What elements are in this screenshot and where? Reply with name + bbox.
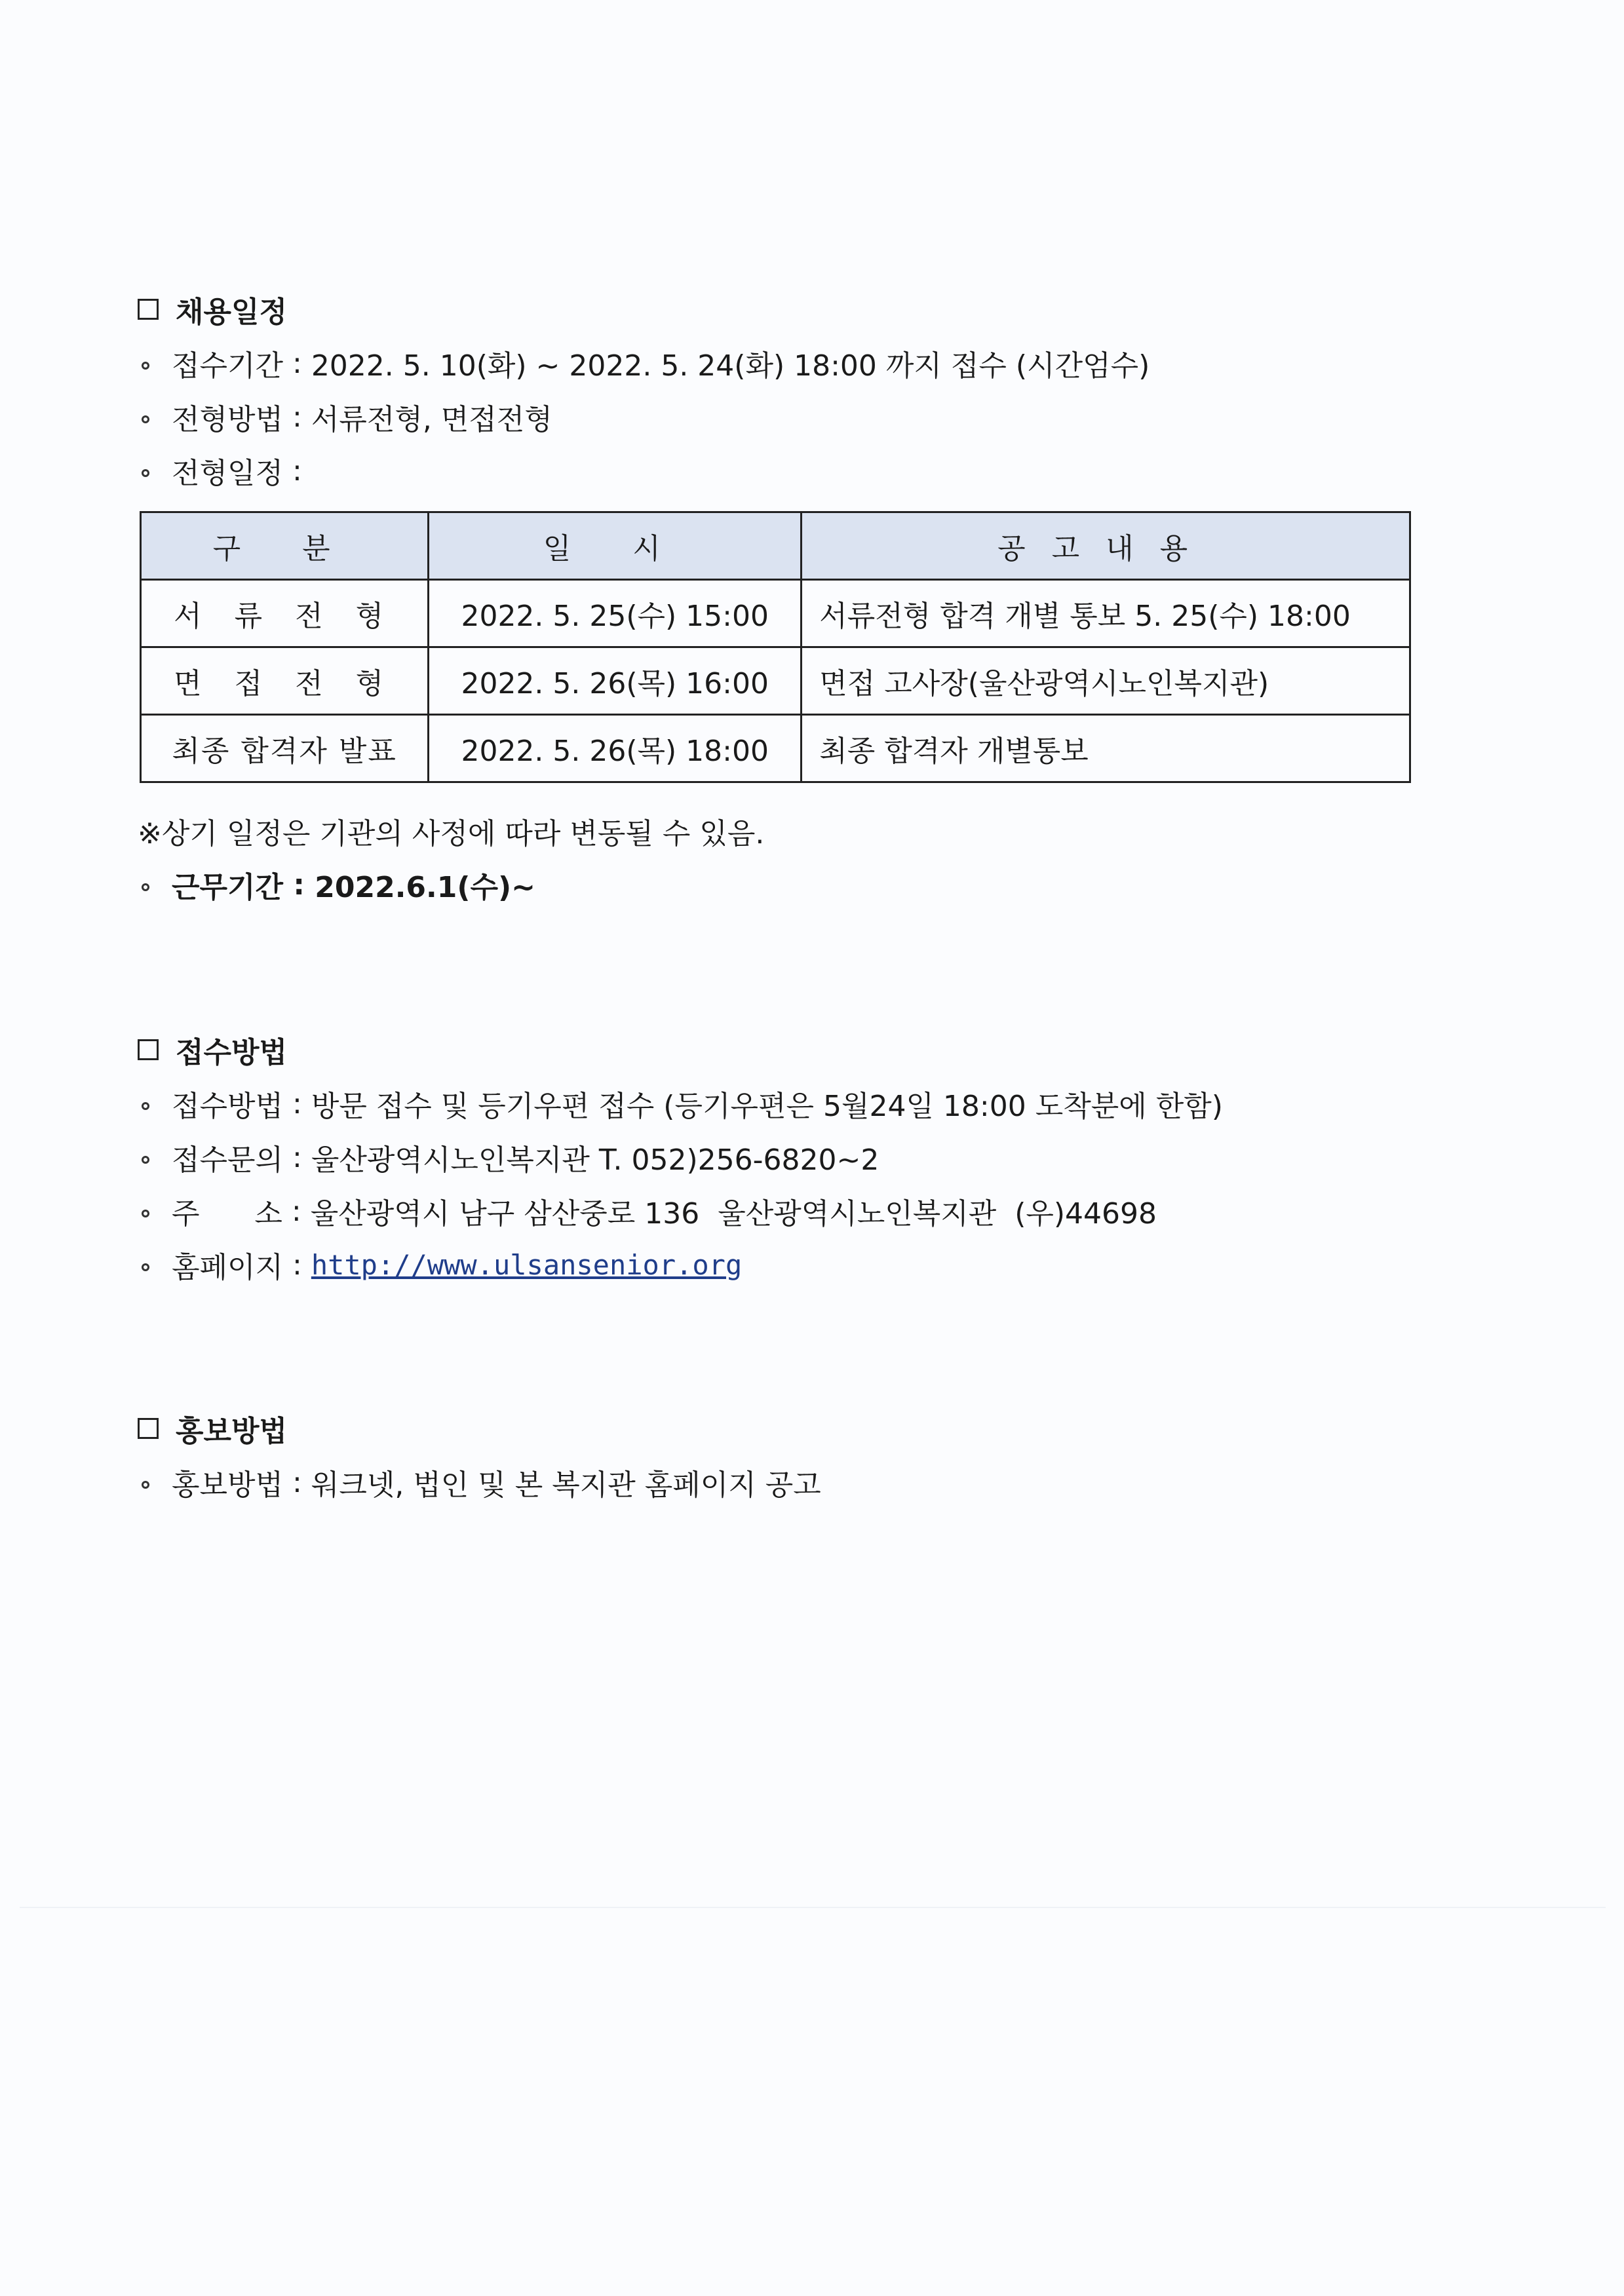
item-value: 방문 접수 및 등기우편 접수 (등기우편은 5월24일 18:00 도착분에 한함) xyxy=(311,1090,1223,1123)
cell-notice: 최종 합격자 개별통보 xyxy=(802,715,1410,782)
item-separator: : xyxy=(283,868,315,902)
homepage-link[interactable]: http://www.ulsansenior.org xyxy=(311,1248,743,1281)
item-separator: : xyxy=(283,453,311,488)
table-row xyxy=(141,580,1410,647)
application-section-title xyxy=(138,1029,287,1071)
bullet-icon xyxy=(142,1481,149,1489)
item-label: 홈페이지 xyxy=(172,1251,284,1284)
item-value: 울산광역시 남구 삼산중로 136 울산광역시노인복지관 (우)44698 xyxy=(310,1197,1157,1231)
promotion-section-title xyxy=(138,1407,287,1449)
list-item-homepage xyxy=(138,1244,742,1286)
schedule-title-text: 채용일정 xyxy=(176,296,288,329)
bullet-icon xyxy=(142,415,149,423)
cell-datetime: 2022. 5. 25(수) 15:00 xyxy=(429,580,802,647)
list-item-inquiry xyxy=(138,1136,879,1178)
table-header-row xyxy=(141,512,1410,580)
list-item-promotion-method xyxy=(138,1461,821,1503)
table-row xyxy=(141,715,1410,782)
checkbox-icon xyxy=(138,1039,159,1060)
item-separator: : xyxy=(283,1248,311,1282)
bullet-icon xyxy=(142,1210,149,1217)
item-label: 접수방법 xyxy=(172,1090,284,1123)
item-value: 2022.6.1(수)~ xyxy=(315,871,535,904)
checkbox-icon xyxy=(138,1418,159,1439)
header-type: 구 분 xyxy=(141,512,429,580)
item-value: 워크넷, 법인 및 본 복지관 홈페이지 공고 xyxy=(311,1468,821,1502)
item-separator: : xyxy=(283,346,311,380)
header-notice: 공고내용 xyxy=(802,512,1410,580)
bullet-icon xyxy=(142,1102,149,1110)
cell-notice: 서류전형 합격 개별 통보 5. 25(수) 18:00 xyxy=(802,580,1410,647)
item-value: 2022. 5. 10(화) ~ 2022. 5. 24(화) 18:00 까지 접수 (시간엄수) xyxy=(311,349,1150,383)
item-separator: : xyxy=(282,1194,311,1228)
cell-datetime: 2022. 5. 26(목) 16:00 xyxy=(429,647,802,715)
bullet-icon xyxy=(142,883,149,891)
item-separator: : xyxy=(283,1140,311,1174)
bullet-icon xyxy=(142,1156,149,1164)
bullet-icon xyxy=(142,469,149,477)
item-label: 전형방법 xyxy=(172,403,284,436)
item-separator: : xyxy=(283,400,311,434)
list-item-selection-schedule xyxy=(138,450,311,491)
item-label: 접수문의 xyxy=(172,1143,284,1177)
item-separator: : xyxy=(283,1086,311,1120)
application-title-text: 접수방법 xyxy=(176,1036,288,1069)
list-item-work-period xyxy=(138,864,535,906)
list-item-address xyxy=(138,1190,1157,1232)
schedule-table xyxy=(140,511,1411,783)
cell-notice: 면접 고사장(울산광역시노인복지관) xyxy=(802,647,1410,715)
promotion-title-text: 홍보방법 xyxy=(176,1415,288,1448)
list-item-selection-method xyxy=(138,396,552,438)
list-item-application-period xyxy=(138,342,1150,384)
table-row xyxy=(141,647,1410,715)
header-datetime: 일 시 xyxy=(429,512,802,580)
bullet-icon xyxy=(142,1263,149,1271)
item-label: 홍보방법 xyxy=(172,1468,284,1502)
cell-type: 서 류 전 형 xyxy=(141,580,429,647)
schedule-note: ※상기 일정은 기관의 사정에 따라 변동될 수 있음. xyxy=(138,817,765,851)
item-value: 울산광역시노인복지관 T. 052)256-6820~2 xyxy=(311,1143,880,1177)
item-label: 근무기간 xyxy=(172,871,284,904)
item-label: 주 소 xyxy=(172,1197,282,1231)
list-item-application-method xyxy=(138,1082,1223,1124)
schedule-section-title xyxy=(138,288,287,330)
cell-type: 면 접 전 형 xyxy=(141,647,429,715)
bullet-icon xyxy=(142,362,149,370)
cell-type: 최종 합격자 발표 xyxy=(141,715,429,782)
item-label: 접수기간 xyxy=(172,349,284,383)
checkbox-icon xyxy=(138,299,159,320)
page-divider xyxy=(20,1907,1606,1908)
cell-datetime: 2022. 5. 26(목) 18:00 xyxy=(429,715,802,782)
item-separator: : xyxy=(283,1465,311,1499)
item-value: 서류전형, 면접전형 xyxy=(311,403,552,436)
item-label: 전형일정 xyxy=(172,457,284,490)
